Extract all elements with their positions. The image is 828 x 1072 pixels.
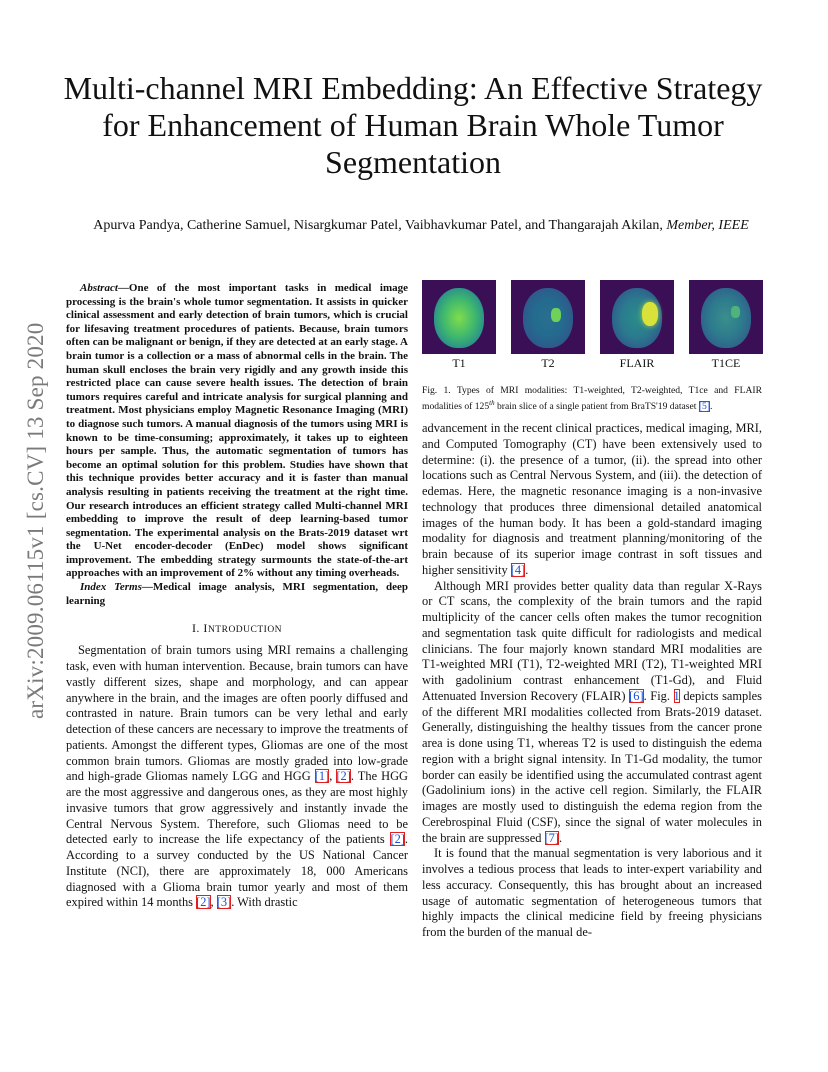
citation-link[interactable]: [2]: [196, 895, 211, 910]
scan-label: T1: [452, 356, 466, 370]
paper-title: Multi-channel MRI Embedding: An Effective Strategy for Enhancement of Human Brain Whole Tumor Segmentation: [63, 70, 763, 180]
abstract: [66, 282, 408, 581]
citation-link[interactable]: [2]: [336, 769, 351, 784]
citation-link[interactable]: [5]: [698, 401, 711, 413]
author-role: Member, IEEE: [666, 218, 749, 233]
citation-link[interactable]: [6]: [629, 688, 644, 703]
figure-link[interactable]: 1: [673, 688, 680, 703]
figure-caption: [422, 385, 762, 413]
mri-t1-image: [422, 280, 496, 354]
citation-link[interactable]: [7]: [544, 830, 559, 845]
citation-link[interactable]: [3]: [216, 895, 232, 910]
author-list: [60, 218, 782, 234]
text-run: Segmentation of brain tumors using MRI remains a challenging task, even with human intervention. Because, brain tumors can have vastly different sizes, shape and morphology, and can appear anywhere in the brain, and the images are often poorly diffused and contrasted in nature. Brain tumors can be very lethal and early detection of these cancers are necessary to improve the treatments of patients. Amongst the different types, Gliomas are one of the most common brain tumors. Gliomas are mostly graded into low-grade and high-grade Gliomas namely LGG and HGG: [66, 643, 408, 784]
arxiv-identifier: arXiv:2009.06115v1 [cs.CV] 13 Sep 2020: [23, 322, 48, 720]
text-run: Fig. 1. Types of MRI modalities: T1-weighted, T2-weighted, T1ce and FLAIR modalities of 125: [422, 385, 762, 413]
text-run: . Fig.: [643, 688, 674, 703]
figure-1: [422, 280, 772, 413]
paragraph: [422, 579, 762, 847]
scan-label: T1CE: [711, 356, 741, 370]
left-column: [66, 282, 408, 911]
paragraph: It is found that the manual segmentation is very laborious and it involves a tedious process that leads to inter-expert variability and less accuracy. Consequently, this has brought about an increased usage of automatic segmentation of heterogeneous tumors that highly impacts the clinical medicine field by freeing physicians from the burden of the manual de-: [422, 846, 762, 939]
text-run: .: [710, 401, 713, 413]
text-run: ,: [210, 895, 217, 910]
text-run: advancement in the recent clinical practices, medical imaging, MRI, and Computed Tomography (CT) have been extensively used to determine: (i). the presence of a tumor, (ii). the spread into other locations such as Central Nervous System, and (iii). the detection of edemas. Here, the magnetic resonance imaging is a non-invasive technology that produces three dimensional detailed anatomical images of the human body. It has been a gold-standard imaging modality for diagnosis and treatment planning/monitoring of the brain because of its superior image contrast in soft tissues and higher sensitivity: [422, 421, 762, 577]
text-run: . The HGG are the most aggressive and dangerous ones, as they are most highly invasive tumors that grow aggressively and instantly invade the Central Nervous System. Therefore, such Gliomas need to be detected early to increase the life expectancy of the patients: [66, 769, 408, 847]
scan-label: FLAIR: [619, 356, 655, 370]
text-run: depicts samples of the different MRI modalities collected from Brats-2019 dataset. Generally, distinguishing the healthy tissues from the cancer prone area is done using T1, whereas T2 is used to distinguish the edema region with a bright signal intensity. In T1-Gd modality, the tumor border can easily be identified using the accumulated contrast agent (Gadolinium ions) in the active cell region. Similarly, the FLAIR images are mostly used to distinguish the edema region from the Cerebrospinal Fluid (CSF), since the signal of water molecules in the brain are suppressed: [422, 688, 762, 845]
section-heading: [66, 621, 408, 636]
section-title-rest: NTRODUCTION: [207, 625, 283, 636]
citation-link[interactable]: [1]: [314, 769, 330, 784]
scan-labels: [422, 356, 772, 371]
abstract-text: —One of the most important tasks in medical image processing is the brain's whole tumor segmentation. It assists in quicker clinical assessment and early detection of brain tumors, which is crucial for lifesaving treatment procedures of patients. Because, brain tumors often can be malignant or benign, if they are detected at an early stage. A brain tumor is a collection or a mass of abnormal cells in the brain. The human skull encloses the brain very rigidly and any growth inside this restricted place can cause severe health issues. The detection of brain tumors requires careful and intricate analysis for surgical planning and treatment. Most physicians employ Magnetic Resonance Imaging (MRI) to diagnose such tumors. A manual diagnosis of the tumors using MRI is known to be time-consuming; approximately, it takes up to eighteen hours per sample. Thus, the automatic segmentation of tumors has become an optimal solution for this problem. Studies have shown that this technique provides better accuracy and it is faster than manual analysis resulting in patients receiving the treatment at the right time. Our research introduces an efficient strategy called Multi-channel MRI embedding to improve the result of deep learning-based tumor segmentation. The experimental analysis on the Brats-2019 dataset wrt the U-Net encoder-decoder (EnDec) model shows significant improvement. The embedding strategy surmounts the state-of-the-art approaches with an improvement of 2% without any timing overheads.: [66, 282, 408, 580]
text-run: .: [525, 562, 529, 577]
text-run: ,: [329, 769, 337, 784]
section-numeral: I. I: [191, 621, 208, 636]
text-run: . According to a survey conducted by the US National Cancer Institute (NCI), there are approximately 18, 000 Americans diagnosed with a Glioma brain tumor yearly and most of them expired within 14 months: [66, 832, 408, 910]
mri-scan-row: [422, 280, 772, 354]
index-terms-text: —Medical image analysis, MRI segmentation, deep learning: [66, 581, 408, 607]
abstract-lead: Abstract: [80, 282, 118, 294]
right-column: [422, 421, 762, 941]
mri-t1ce-image: [689, 280, 763, 354]
citation-link[interactable]: [2]: [390, 832, 405, 847]
paragraph: [422, 421, 762, 579]
intro-paragraph: [66, 643, 408, 911]
text-run: . With drastic: [231, 895, 298, 910]
mri-t2-image: [511, 280, 585, 354]
index-terms: [66, 581, 408, 608]
citation-link[interactable]: [4]: [510, 562, 526, 577]
authors-names: Apurva Pandya, Catherine Samuel, Nisargkumar Patel, Vaibhavkumar Patel, and Thangarajah Akilan,: [93, 218, 667, 233]
scan-label: T2: [541, 356, 555, 370]
text-run: th: [489, 399, 495, 407]
text-run: .: [558, 830, 563, 845]
index-terms-lead: Index Terms: [80, 581, 142, 594]
mri-flair-image: [600, 280, 674, 354]
text-run: brain slice of a single patient from BraTS'19 dataset: [494, 401, 699, 413]
text-run: Although MRI provides better quality data than regular X-Rays or CT scans, the complexity of the brain tumors and the rapid multiplicity of the cancer cells often makes the tumor recognition and segmentation task quite difficult for radiologists and medical clinicians. The four majorly known standard MRI modalities are T1-weighted MRI (T1), T2-weighted MRI (T2), T1-weighted MRI with gadolinium contrast enhancement (T1-Gd), and Fluid Attenuated Inversion Recovery (FLAIR): [422, 578, 762, 703]
